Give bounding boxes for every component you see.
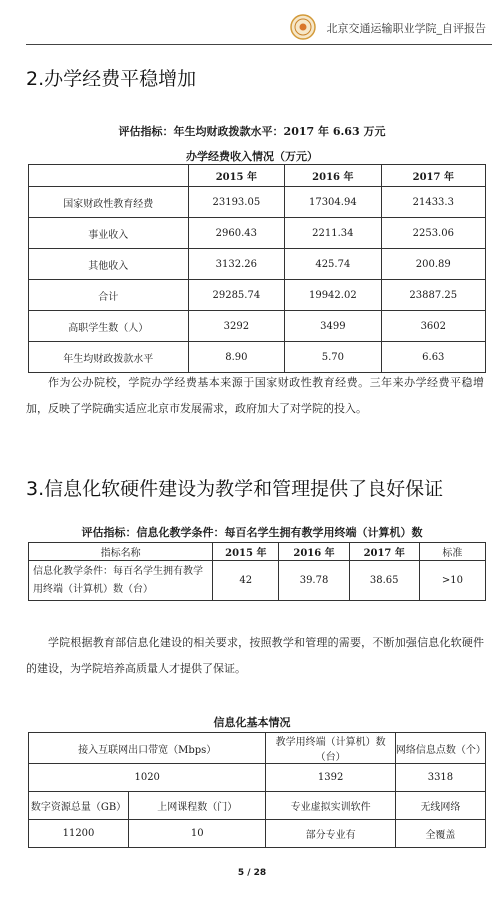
- row-label: 高职学生数（人）: [29, 311, 189, 342]
- table-cell: 42: [213, 561, 279, 601]
- section-3-indicator: 评估指标：信息化教学条件：每百名学生拥有教学用终端（计算机）数: [81, 526, 423, 539]
- page-header: [26, 14, 492, 42]
- info-value-terminals: 1392: [266, 764, 395, 792]
- info-header-virtual-training: 专业虚拟实训软件: [266, 792, 395, 820]
- table-cell: 3132.26: [188, 249, 284, 280]
- terminal-header-2015: 2015 年: [213, 543, 279, 561]
- section-2-paragraph: 作为公办院校，学院办学经费基本来源于国家财政性教育经费。三年来办学经费平稳增加，反映了学院确实适应北京市发展需求，政府加大了对学院的投入。: [26, 376, 484, 415]
- table-cell: 39.78: [279, 561, 349, 601]
- table-cell: 17304.94: [285, 187, 381, 218]
- info-value-digital-resources: 11200: [29, 820, 129, 848]
- header-divider: [26, 44, 492, 45]
- row-label: 其他收入: [29, 249, 189, 280]
- table-cell: 3292: [188, 311, 284, 342]
- funding-table-caption: 办学经费收入情况（万元）: [186, 150, 318, 163]
- info-value-wireless: 全覆盖: [395, 820, 485, 848]
- table-cell: 21433.3: [381, 187, 485, 218]
- row-label: 信息化教学条件：每百名学生拥有教学用终端（计算机）数（台）: [29, 561, 213, 601]
- row-label: 国家财政性教育经费: [29, 187, 189, 218]
- header-title: 北京交通运输职业学院_自评报告: [326, 22, 486, 35]
- info-header-online-courses: 上网课程数（门）: [129, 792, 266, 820]
- row-label: 年生均财政拨款水平: [29, 342, 189, 373]
- table-cell: 2211.34: [285, 218, 381, 249]
- table-row: [29, 249, 486, 280]
- info-value-bandwidth: 1020: [29, 764, 266, 792]
- table-cell: 8.90: [188, 342, 284, 373]
- table-cell: 3499: [285, 311, 381, 342]
- table-cell: 23193.05: [188, 187, 284, 218]
- college-seal-logo: [290, 14, 316, 40]
- section-2-indicator: 评估指标：年生均财政拨款水平：2017 年 6.63 万元: [118, 125, 386, 138]
- table-cell: 425.74: [285, 249, 381, 280]
- table-row: [29, 218, 486, 249]
- table-row-total: [29, 280, 486, 311]
- terminal-header-standard: 标准: [419, 543, 485, 561]
- row-label: 合计: [29, 280, 189, 311]
- info-header-wireless: 无线网络: [395, 792, 485, 820]
- table-row: [29, 311, 486, 342]
- table-row: [29, 561, 486, 601]
- table-row: [29, 342, 486, 373]
- info-value-virtual-training: 部分专业有: [266, 820, 395, 848]
- funding-header-2017: 2017 年: [381, 165, 485, 187]
- info-header-digital-resources: 数字资源总量（GB）: [29, 792, 129, 820]
- table-cell: 19942.02: [285, 280, 381, 311]
- table-cell: 23887.25: [381, 280, 485, 311]
- funding-table: [28, 164, 486, 373]
- info-header-terminals: 教学用终端（计算机）数（台）: [266, 733, 395, 764]
- table-cell: 200.89: [381, 249, 485, 280]
- info-header-bandwidth: 接入互联网出口带宽（Mbps）: [29, 733, 266, 764]
- info-header-network-points: 网络信息点数（个）: [395, 733, 485, 764]
- table-cell: 29285.74: [188, 280, 284, 311]
- table-cell: >10: [419, 561, 485, 601]
- terminal-header-name: 指标名称: [29, 543, 213, 561]
- table-cell: 5.70: [285, 342, 381, 373]
- table-cell: 6.63: [381, 342, 485, 373]
- table-cell: 2253.06: [381, 218, 485, 249]
- section-2-heading: 2.办学经费平稳增加: [26, 68, 197, 90]
- info-table-caption: 信息化基本情况: [213, 716, 291, 729]
- funding-header-empty: [29, 165, 189, 187]
- table-cell: 38.65: [349, 561, 419, 601]
- table-cell: 2960.43: [188, 218, 284, 249]
- info-table: [28, 732, 486, 848]
- section-3-paragraph: 学院根据教育部信息化建设的相关要求，按照教学和管理的需要，不断加强信息化软硬件的建设，为学院培养高质量人才提供了保证。: [26, 636, 484, 675]
- info-value-online-courses: 10: [129, 820, 266, 848]
- table-cell: 3602: [381, 311, 485, 342]
- table-row: [29, 187, 486, 218]
- section-3-heading: 3.信息化软硬件建设为教学和管理提供了良好保证: [26, 478, 444, 500]
- terminal-header-2017: 2017 年: [349, 543, 419, 561]
- page-number: 5 / 28: [237, 868, 267, 878]
- funding-header-2015: 2015 年: [188, 165, 284, 187]
- info-value-network-points: 3318: [395, 764, 485, 792]
- funding-header-2016: 2016 年: [285, 165, 381, 187]
- row-label: 事业收入: [29, 218, 189, 249]
- terminal-table: [28, 542, 486, 601]
- terminal-header-2016: 2016 年: [279, 543, 349, 561]
